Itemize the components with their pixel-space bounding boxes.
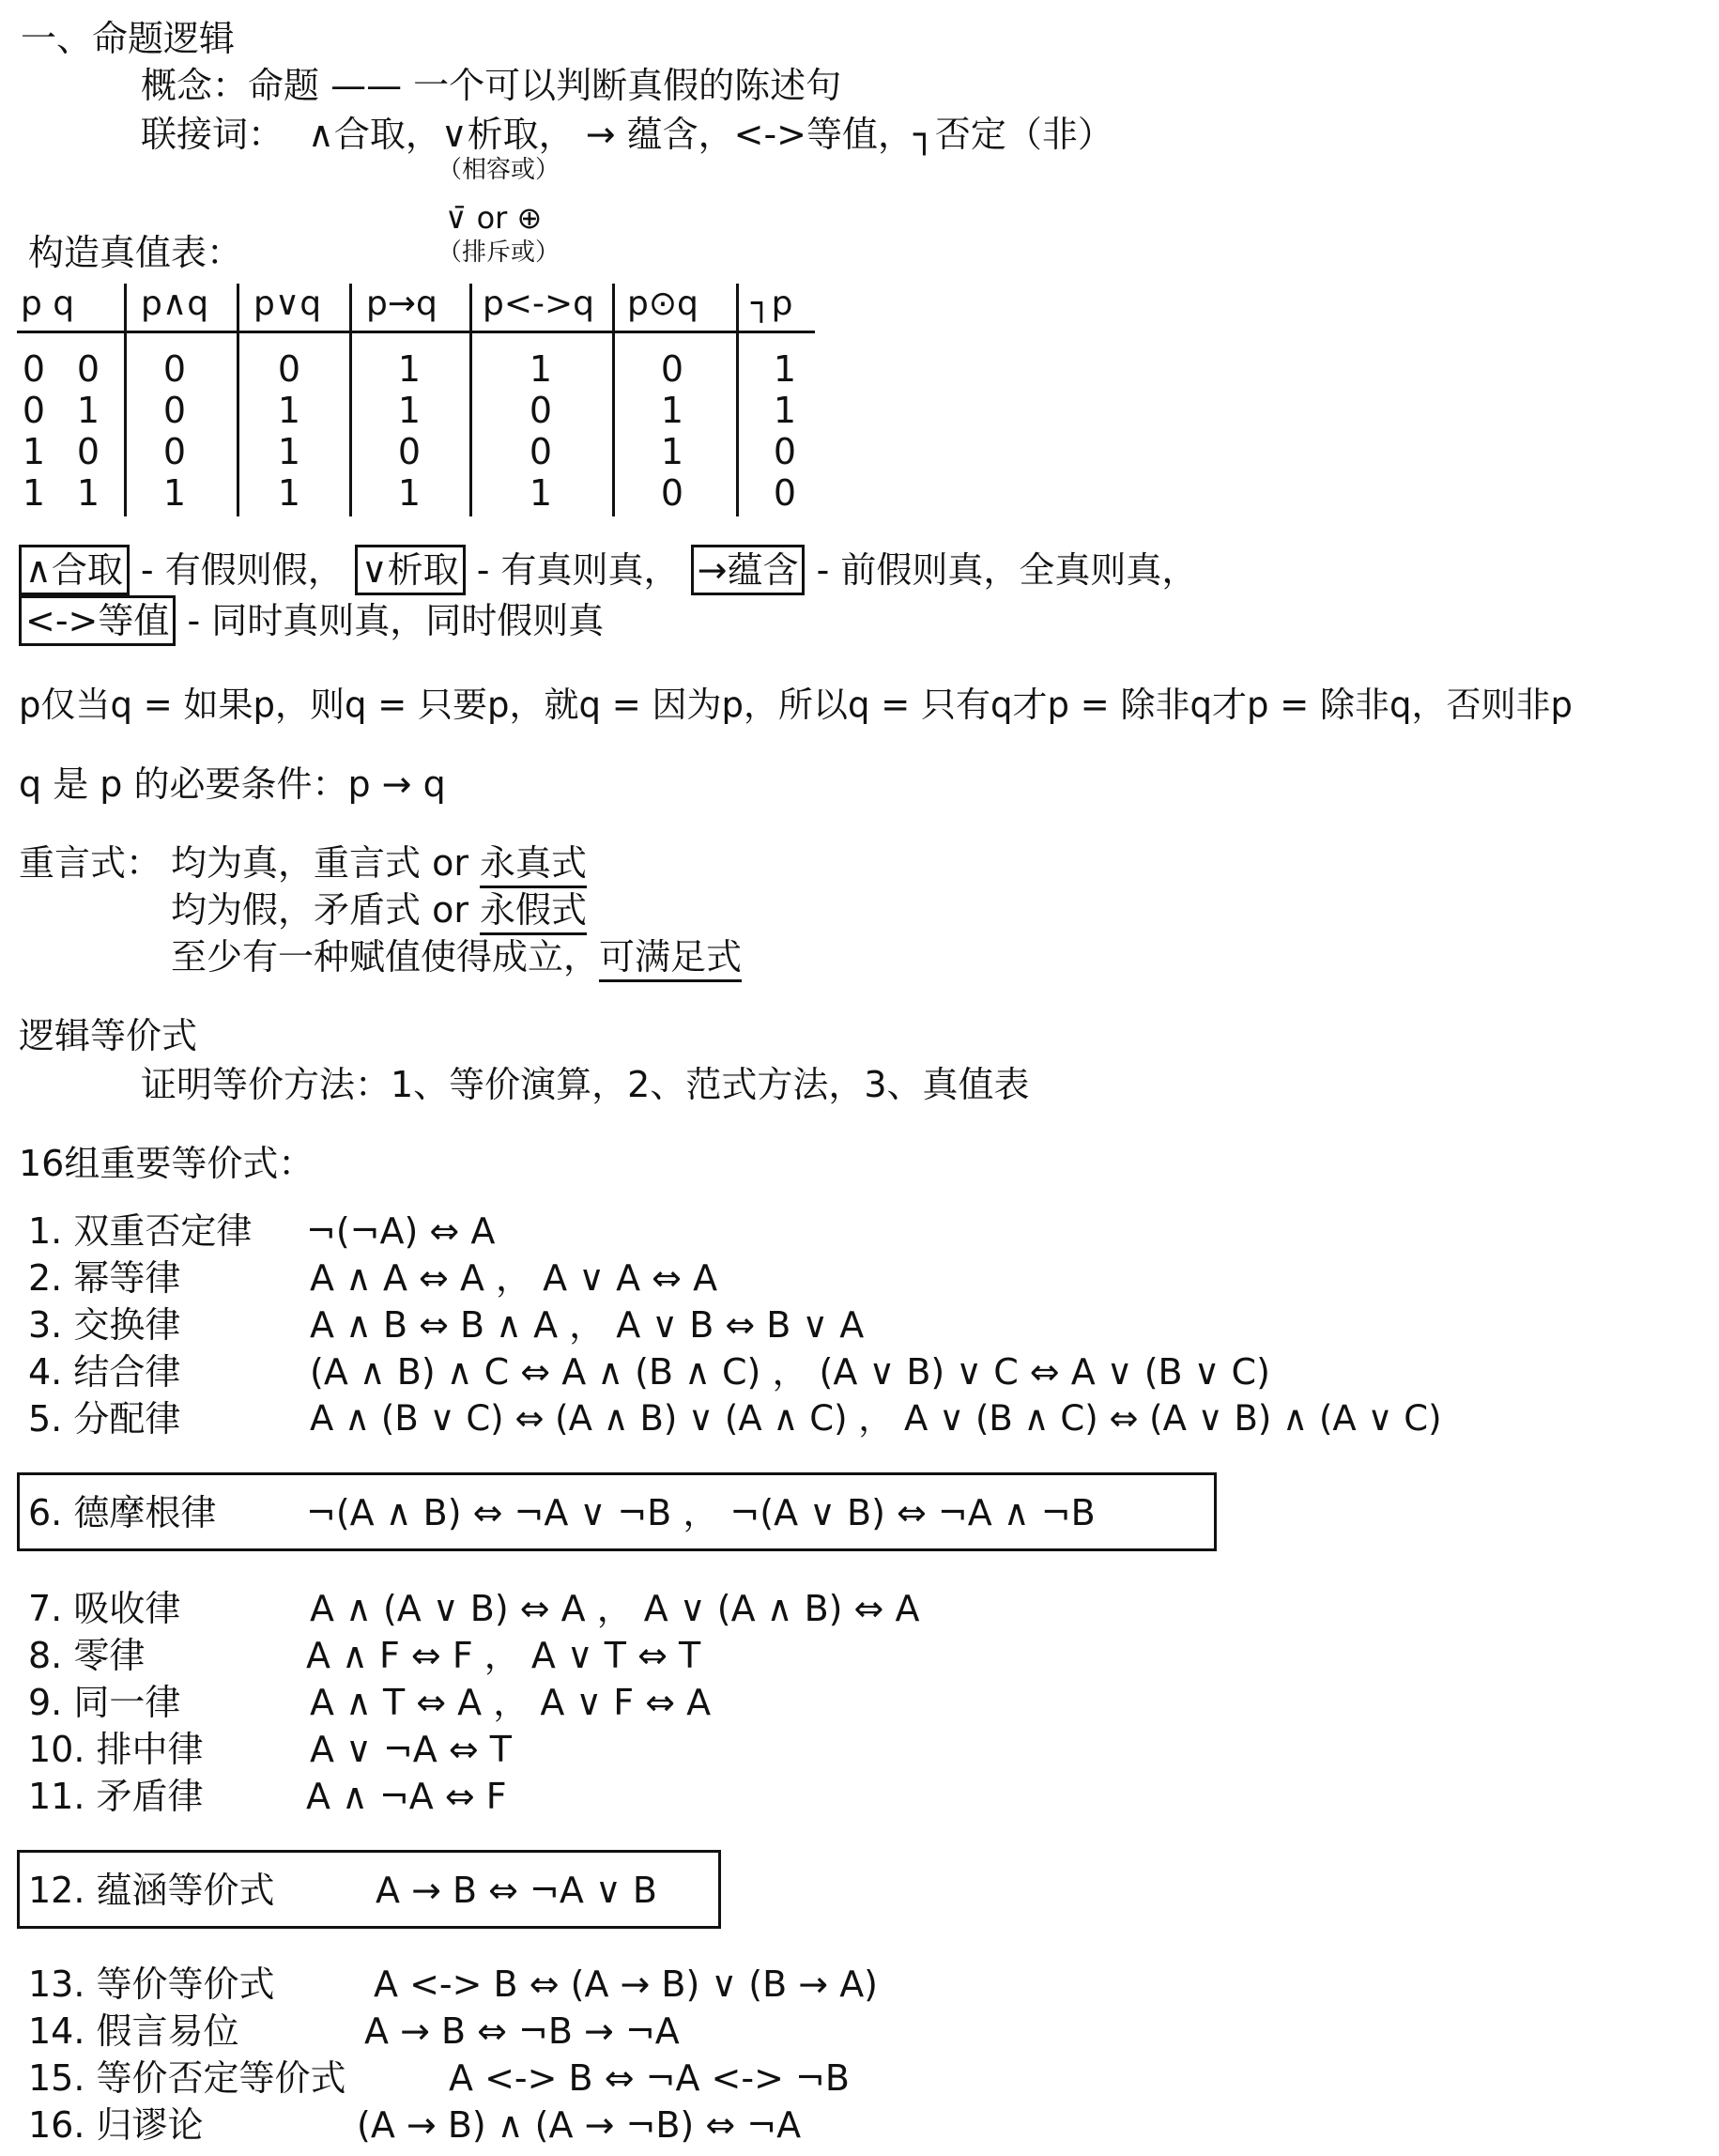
law-name: 2. 幂等律 bbox=[28, 1257, 181, 1299]
law-name: 12. 蕴涵等价式 bbox=[28, 1870, 275, 1911]
table-divider bbox=[736, 284, 739, 516]
law-name: 6. 德摩根律 bbox=[28, 1492, 217, 1533]
law-formula: (A → B) ∧ (A → ¬B) ⇔ ¬A bbox=[357, 2104, 802, 2146]
table-header: p∨q bbox=[253, 285, 322, 323]
table-cell: 1 bbox=[22, 472, 46, 514]
table-cell: 1 bbox=[529, 472, 553, 514]
table-cell: 1 bbox=[277, 390, 301, 431]
law-name: 8. 零律 bbox=[28, 1635, 146, 1676]
table-header-rule bbox=[17, 331, 815, 333]
table-cell: 1 bbox=[660, 431, 684, 472]
law-name: 7. 吸收律 bbox=[28, 1588, 181, 1629]
satisfiable-text: 至少有一种赋值使得成立， bbox=[171, 936, 600, 978]
table-cell: 0 bbox=[660, 348, 684, 390]
table-cell: 1 bbox=[397, 472, 422, 514]
law-name: 16. 归谬论 bbox=[28, 2104, 204, 2146]
note-compatible-or: （相容或） bbox=[437, 156, 560, 184]
law-formula: (A ∧ B) ∧ C ⇔ A ∧ (B ∧ C) ， (A ∨ B) ∨ C ⇔ A ∨ (B ∨ C) bbox=[310, 1351, 1270, 1393]
table-cell: 0 bbox=[76, 348, 100, 390]
note-exclusive-or: （排斥或） bbox=[437, 239, 560, 267]
table-cell: 0 bbox=[162, 431, 187, 472]
truth-table-label: 构造真值表： bbox=[28, 232, 243, 273]
table-divider bbox=[612, 284, 615, 516]
connectives-items: ∧合取，∨析取， → 蕴含，<->等值，┐否定（非） bbox=[308, 114, 1113, 155]
table-cell: 1 bbox=[277, 431, 301, 472]
table-cell: 0 bbox=[76, 431, 100, 472]
table-cell: 0 bbox=[22, 390, 46, 431]
table-cell: 1 bbox=[76, 390, 100, 431]
rules-line-2 bbox=[19, 600, 605, 641]
table-divider bbox=[237, 284, 239, 516]
law-formula: A ∧ F ⇔ F ， A ∨ T ⇔ T bbox=[306, 1635, 701, 1676]
law-name: 3. 交换律 bbox=[28, 1304, 181, 1346]
table-cell: 1 bbox=[22, 431, 46, 472]
and-rule-text: - 有假则假， bbox=[140, 549, 344, 591]
tautology-line-1 bbox=[171, 842, 588, 884]
law-formula: A <-> B ⇔ (A → B) ∨ (B → A) bbox=[374, 1964, 879, 2005]
concept-line: 概念：命题 —— 一个可以判断真假的陈述句 bbox=[141, 65, 842, 106]
table-cell: 0 bbox=[773, 472, 797, 514]
tautology-label: 重言式： bbox=[19, 842, 162, 884]
table-cell: 0 bbox=[773, 431, 797, 472]
law-formula: ¬(A ∧ B) ⇔ ¬A ∨ ¬B ， ¬(A ∨ B) ⇔ ¬A ∧ ¬B bbox=[306, 1492, 1096, 1533]
implication-box: →蕴含 bbox=[691, 545, 806, 595]
or-box: ∨析取 bbox=[355, 545, 466, 595]
law-name: 10. 排中律 bbox=[28, 1729, 204, 1770]
table-header: p<->q bbox=[483, 285, 595, 323]
law-name: 14. 假言易位 bbox=[28, 2010, 239, 2052]
table-header: p q bbox=[21, 285, 75, 323]
law-name: 9. 同一律 bbox=[28, 1682, 181, 1723]
law-formula: A ∧ (A ∨ B) ⇔ A ， A ∨ (A ∧ B) ⇔ A bbox=[310, 1588, 920, 1629]
necessary-condition-line: q 是 p 的必要条件：p → q bbox=[19, 763, 446, 805]
table-cell: 1 bbox=[773, 348, 797, 390]
table-header: p→q bbox=[366, 285, 437, 323]
implication-rule-text: - 前假则真，全真则真， bbox=[816, 549, 1198, 591]
table-cell: 1 bbox=[76, 472, 100, 514]
contradiction-text: 均为假，矛盾式 or bbox=[171, 889, 481, 931]
table-cell: 0 bbox=[162, 348, 187, 390]
connectives-label: 联接词： bbox=[141, 114, 284, 155]
table-cell: 1 bbox=[397, 390, 422, 431]
table-cell: 1 bbox=[397, 348, 422, 390]
laws-title: 16组重要等价式： bbox=[19, 1143, 315, 1184]
table-header: ┐p bbox=[751, 285, 793, 323]
tautology-text: 均为真，重言式 or bbox=[171, 842, 481, 884]
law-formula: A ∧ A ⇔ A ， A ∨ A ⇔ A bbox=[310, 1257, 718, 1299]
law-formula: A ∧ ¬A ⇔ F bbox=[306, 1776, 507, 1817]
table-cell: 1 bbox=[773, 390, 797, 431]
tautology-line-3 bbox=[171, 936, 743, 978]
table-cell: 1 bbox=[660, 390, 684, 431]
satisfiable-term: 可满足式 bbox=[599, 936, 742, 982]
law-formula: A → B ⇔ ¬B → ¬A bbox=[364, 2010, 680, 2052]
table-cell: 0 bbox=[162, 390, 187, 431]
table-cell: 0 bbox=[529, 390, 553, 431]
or-rule-text: - 有真则真， bbox=[476, 549, 680, 591]
equivalence-title: 逻辑等价式 bbox=[19, 1015, 198, 1056]
table-header: p⊙q bbox=[627, 285, 698, 323]
equivalence-rule-text: - 同时真则真，同时假则真 bbox=[187, 600, 605, 641]
law-name: 5. 分配律 bbox=[28, 1398, 181, 1440]
only-if-line: p仅当q = 如果p，则q = 只要p，就q = 因为p，所以q = 只有q才p = 除非q才p = 除非q，否则非p bbox=[19, 685, 1573, 725]
section-title: 一、命题逻辑 bbox=[21, 18, 236, 59]
law-formula: ¬(¬A) ⇔ A bbox=[306, 1210, 496, 1252]
table-cell: 0 bbox=[277, 348, 301, 390]
law-name: 4. 结合律 bbox=[28, 1351, 181, 1393]
law-formula: A ∧ B ⇔ B ∧ A ， A ∨ B ⇔ B ∨ A bbox=[310, 1304, 865, 1346]
table-divider bbox=[349, 284, 352, 516]
table-cell: 0 bbox=[22, 348, 46, 390]
law-formula: A ∨ ¬A ⇔ T bbox=[310, 1729, 513, 1770]
law-formula: A ∧ T ⇔ A ， A ∨ F ⇔ A bbox=[310, 1682, 712, 1723]
table-cell: 1 bbox=[529, 348, 553, 390]
xor-symbol: ∨̄ or ⊕ bbox=[445, 200, 543, 236]
table-cell: 1 bbox=[277, 472, 301, 514]
equivalence-methods: 证明等价方法：1、等价演算，2、范式方法，3、真值表 bbox=[141, 1064, 1030, 1105]
tautology-term: 永真式 bbox=[480, 842, 587, 888]
tautology-line-2 bbox=[171, 889, 588, 931]
law-name: 13. 等价等价式 bbox=[28, 1964, 275, 2005]
table-divider bbox=[469, 284, 472, 516]
table-cell: 0 bbox=[397, 431, 422, 472]
equivalence-box: <->等值 bbox=[19, 595, 176, 646]
law-formula: A → B ⇔ ¬A ∨ B bbox=[376, 1870, 657, 1911]
table-cell: 0 bbox=[660, 472, 684, 514]
law-formula: A <-> B ⇔ ¬A <-> ¬B bbox=[449, 2057, 850, 2099]
law-name: 1. 双重否定律 bbox=[28, 1210, 253, 1252]
rules-line-1 bbox=[19, 549, 1198, 591]
table-divider bbox=[124, 284, 127, 516]
contradiction-term: 永假式 bbox=[480, 889, 587, 935]
law-name: 15. 等价否定等价式 bbox=[28, 2057, 346, 2099]
law-name: 11. 矛盾律 bbox=[28, 1776, 204, 1817]
table-cell: 1 bbox=[162, 472, 187, 514]
and-box: ∧合取 bbox=[19, 545, 130, 595]
table-header: p∧q bbox=[141, 285, 209, 323]
table-cell: 0 bbox=[529, 431, 553, 472]
law-formula: A ∧ (B ∨ C) ⇔ (A ∧ B) ∨ (A ∧ C) ， A ∨ (B ∧ C) ⇔ (A ∨ B) ∧ (A ∨ C) bbox=[310, 1398, 1442, 1439]
